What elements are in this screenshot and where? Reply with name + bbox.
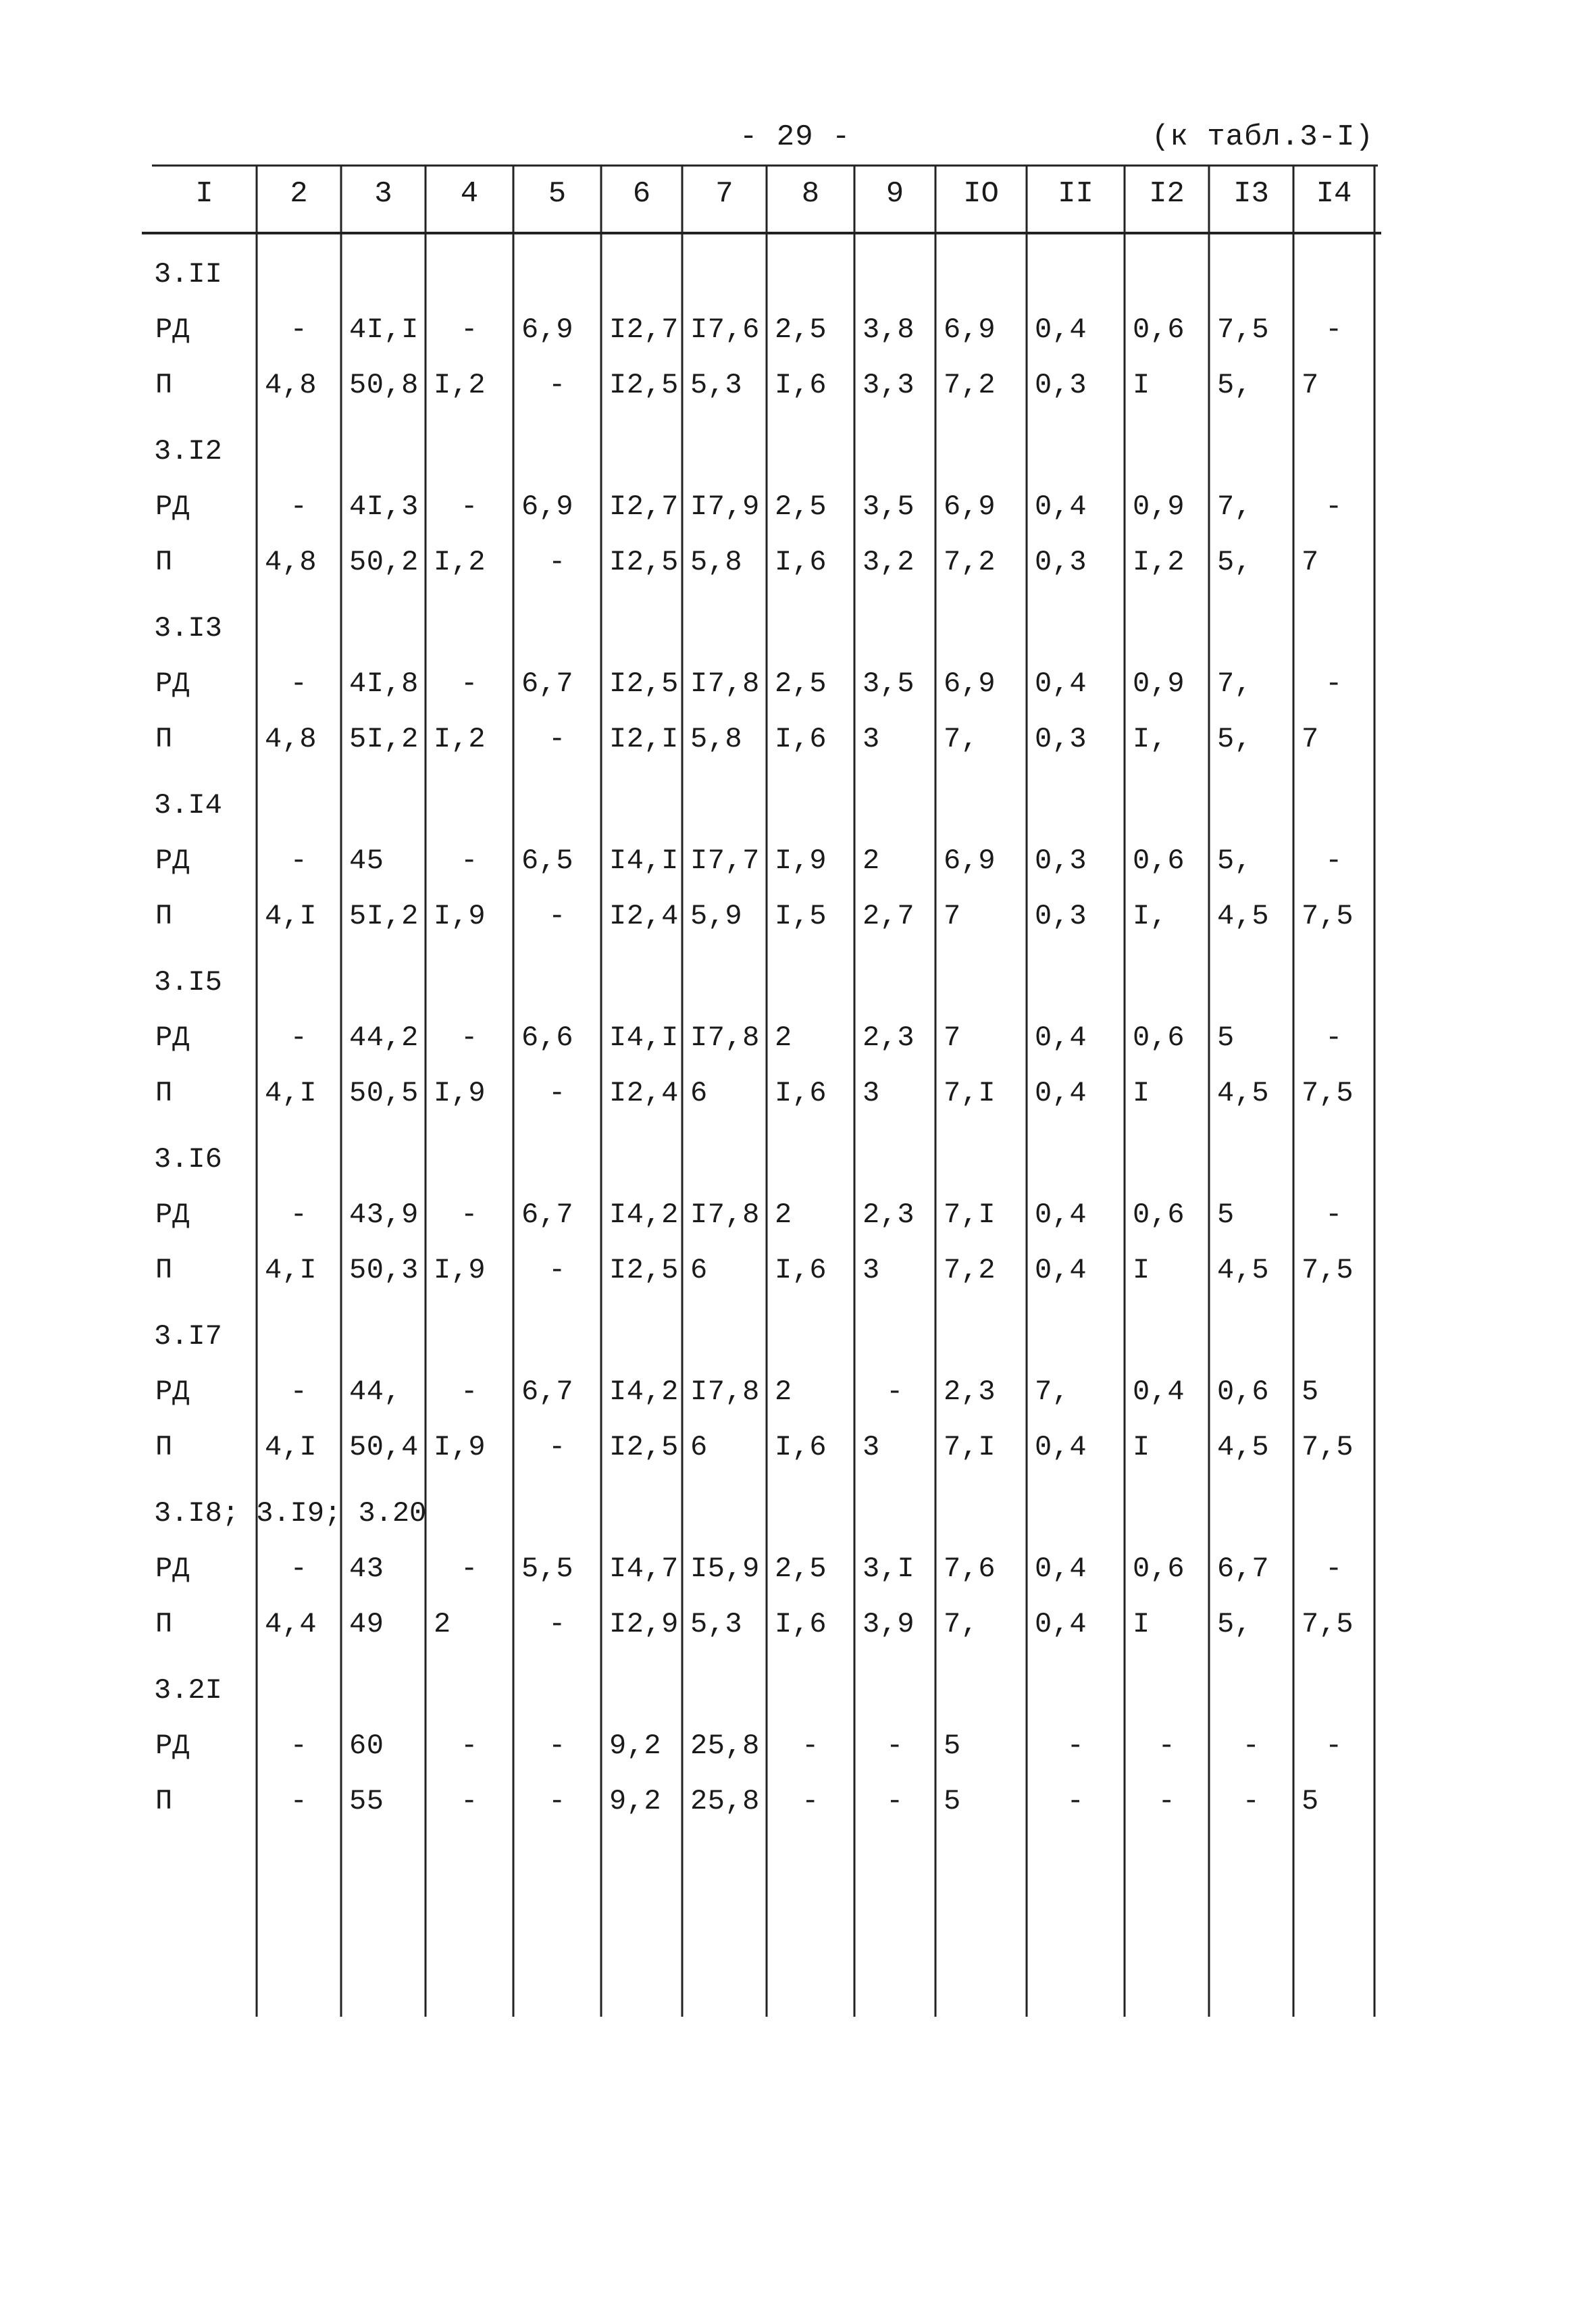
table-cell: -	[290, 491, 308, 523]
table-cell: I,9	[434, 1254, 486, 1286]
table-cell: -	[290, 1022, 308, 1054]
group-id: 3.I4	[154, 789, 222, 822]
table-cell: I2,5	[609, 668, 679, 700]
column-header: 2	[290, 177, 308, 211]
table-cell: 5	[944, 1785, 961, 1817]
table-cell: -	[461, 1022, 478, 1054]
table-cell: 2,7	[863, 900, 915, 932]
table-cell: -	[290, 1553, 308, 1585]
table-cell: I,6	[775, 1254, 827, 1286]
group-id: 3.I6	[154, 1143, 222, 1176]
column-header: I4	[1316, 177, 1352, 211]
table-cell: 0,4	[1035, 1077, 1087, 1109]
table-cell: I,6	[775, 1077, 827, 1109]
group-id: 3.II	[154, 258, 222, 291]
column-header: 5	[548, 177, 567, 211]
table-cell: -	[886, 1730, 904, 1762]
row-label: РД	[155, 1376, 190, 1408]
table-cell: 5	[1302, 1785, 1319, 1817]
table-cell: 0,3	[1035, 723, 1087, 755]
table-cell: I2,I	[609, 723, 679, 755]
table-cell: -	[548, 900, 566, 932]
column-header: 3	[374, 177, 392, 211]
table-cell: -	[1242, 1730, 1260, 1762]
table-cell: 6,6	[521, 1022, 574, 1054]
table-cell: 6,9	[521, 313, 574, 346]
table-cell: 6	[690, 1431, 708, 1463]
table-cell: -	[548, 546, 566, 578]
table-cell: -	[886, 1785, 904, 1817]
table-cell: 49	[349, 1608, 384, 1640]
table-cell: -	[548, 1254, 566, 1286]
table-cell: I2,4	[609, 900, 679, 932]
row-label: П	[155, 546, 173, 578]
table-cell: 0,3	[1035, 546, 1087, 578]
table-cell: 7,5	[1302, 1431, 1354, 1463]
table-cell: I,6	[775, 1608, 827, 1640]
table-reference: (к табл.3-I)	[1152, 120, 1374, 154]
table-cell: I,6	[775, 723, 827, 755]
row-label: РД	[155, 313, 190, 346]
column-header: 8	[801, 177, 820, 211]
table-cell: 44,2	[349, 1022, 419, 1054]
table-cell: 5,	[1217, 845, 1252, 877]
table-cell: 4,4	[265, 1608, 317, 1640]
table-cell: 0,3	[1035, 845, 1087, 877]
column-header: I3	[1233, 177, 1269, 211]
table-cell: 7,2	[944, 546, 996, 578]
table-cell: I4,2	[609, 1199, 679, 1231]
table-cell: 6,9	[944, 313, 996, 346]
table-cell: 7	[1302, 723, 1319, 755]
table-cell: 7,	[1217, 491, 1252, 523]
table-cell: 44,	[349, 1376, 402, 1408]
table-cell: -	[1158, 1730, 1176, 1762]
table-cell: 7	[944, 900, 961, 932]
table-cell: -	[1325, 313, 1343, 346]
table-cell: 6,9	[944, 845, 996, 877]
table-cell: 4,8	[265, 369, 317, 401]
table-cell: -	[1325, 1199, 1343, 1231]
table-cell: -	[548, 1608, 566, 1640]
table-cell: 50,3	[349, 1254, 419, 1286]
table-cell: 5,5	[521, 1553, 574, 1585]
column-header: 9	[885, 177, 904, 211]
table-cell: -	[290, 668, 308, 700]
table-cell: 4,5	[1217, 900, 1270, 932]
table-cell: 4,8	[265, 546, 317, 578]
table-cell: I4,I	[609, 1022, 679, 1054]
table-cell: 7,	[944, 723, 979, 755]
table-cell: -	[802, 1730, 819, 1762]
table-cell: 4,I	[265, 1254, 317, 1286]
table-cell: I7,8	[690, 1199, 760, 1231]
table-cell: I4,2	[609, 1376, 679, 1408]
table-cell: -	[1325, 1730, 1343, 1762]
table-cell: 0,6	[1133, 1553, 1185, 1585]
table-cell: 5,	[1217, 546, 1252, 578]
table-cell: -	[1325, 1553, 1343, 1585]
table-cell: 0,4	[1035, 668, 1087, 700]
table-cell: -	[290, 845, 308, 877]
row-label: П	[155, 1431, 173, 1463]
group-id: 3.I3	[154, 612, 222, 645]
table-cell: I,9	[434, 900, 486, 932]
table-cell: 2	[775, 1376, 792, 1408]
table-cell: I,	[1133, 723, 1168, 755]
table-cell: -	[290, 1785, 308, 1817]
table-cell: I	[1133, 1608, 1150, 1640]
column-header: 4	[460, 177, 479, 211]
table-cell: 7,5	[1302, 1077, 1354, 1109]
column-header: I2	[1149, 177, 1185, 211]
table-cell: -	[886, 1376, 904, 1408]
table-cell: 0,4	[1035, 491, 1087, 523]
table-cell: 5,3	[690, 369, 743, 401]
row-label: РД	[155, 491, 190, 523]
table-cell: I,9	[434, 1431, 486, 1463]
table-cell: I,6	[775, 546, 827, 578]
table-cell: 3,I	[863, 1553, 915, 1585]
table-cell: 9,2	[609, 1785, 662, 1817]
table-cell: 3,9	[863, 1608, 915, 1640]
table-cell: 6,7	[1217, 1553, 1270, 1585]
table-cell: 7,	[944, 1608, 979, 1640]
table-cell: 0,4	[1035, 313, 1087, 346]
table-cell: I7,6	[690, 313, 760, 346]
page-number: - 29 -	[740, 120, 851, 154]
table-cell: 7,	[1035, 1376, 1070, 1408]
table-cell: I2,5	[609, 1431, 679, 1463]
table-cell: 7,5	[1302, 1254, 1354, 1286]
table-cell: 3	[863, 723, 880, 755]
table-cell: 7,I	[944, 1199, 996, 1231]
table-cell: 2,5	[775, 1553, 827, 1585]
table-cell: -	[461, 491, 478, 523]
table-cell: 6,7	[521, 668, 574, 700]
table-cell: 4I,3	[349, 491, 419, 523]
table-cell: -	[461, 845, 478, 877]
table-cell: -	[1325, 668, 1343, 700]
table-cell: -	[461, 1785, 478, 1817]
row-label: П	[155, 1608, 173, 1640]
table-cell: -	[1325, 1022, 1343, 1054]
table-cell: -	[1066, 1785, 1085, 1817]
table-cell: 0,9	[1133, 668, 1185, 700]
table-cell: I2,4	[609, 1077, 679, 1109]
table-cell: I,9	[434, 1077, 486, 1109]
table-cell: 2,3	[863, 1022, 915, 1054]
table-cell: 6,7	[521, 1199, 574, 1231]
table-cell: I	[1133, 369, 1150, 401]
table-cell: 5,3	[690, 1608, 743, 1640]
table-cell: 3	[863, 1254, 880, 1286]
table-cell: 5	[1217, 1199, 1235, 1231]
table-cell: I	[1133, 1077, 1150, 1109]
table-cell: I7,9	[690, 491, 760, 523]
table-cell: -	[548, 1431, 566, 1463]
table-cell: 0,4	[1035, 1022, 1087, 1054]
table-cell: 7	[1302, 369, 1319, 401]
table-cell: I7,8	[690, 1376, 760, 1408]
table-cell: 4,I	[265, 900, 317, 932]
table-cell: 3,5	[863, 668, 915, 700]
table-cell: I,5	[775, 900, 827, 932]
table-cell: 2,3	[944, 1376, 996, 1408]
table-cell: -	[1325, 845, 1343, 877]
row-label: П	[155, 1254, 173, 1286]
table-cell: 4,I	[265, 1431, 317, 1463]
table-cell: I4,I	[609, 845, 679, 877]
row-label: П	[155, 1785, 173, 1817]
row-label: П	[155, 900, 173, 932]
table-cell: I7,8	[690, 1022, 760, 1054]
table-cell: 6,9	[944, 491, 996, 523]
table-cell: 2	[775, 1022, 792, 1054]
column-header: 7	[715, 177, 733, 211]
table-cell: 45	[349, 845, 384, 877]
table-cell: 50,8	[349, 369, 419, 401]
table-cell: 7,2	[944, 1254, 996, 1286]
table-cell: 4I,8	[349, 668, 419, 700]
table-cell: 25,8	[690, 1785, 760, 1817]
table-cell: I	[1133, 1254, 1150, 1286]
row-label: П	[155, 723, 173, 755]
column-header: 6	[632, 177, 651, 211]
table-cell: I2,7	[609, 491, 679, 523]
table-cell: -	[802, 1785, 819, 1817]
table-cell: 2	[863, 845, 880, 877]
column-header: IO	[963, 177, 999, 211]
table-cell: -	[290, 1730, 308, 1762]
table-cell: 7	[1302, 546, 1319, 578]
table-cell: 4,8	[265, 723, 317, 755]
table-cell: -	[1325, 491, 1343, 523]
table-cell: 5I,2	[349, 900, 419, 932]
group-id: 3.2I	[154, 1674, 222, 1707]
table-cell: 43,9	[349, 1199, 419, 1231]
row-label: РД	[155, 668, 190, 700]
table-cell: 2,5	[775, 491, 827, 523]
table-cell: 50,4	[349, 1431, 419, 1463]
table-cell: I,2	[434, 723, 486, 755]
row-label: П	[155, 369, 173, 401]
table-cell: 5,	[1217, 369, 1252, 401]
table-cell: 3,5	[863, 491, 915, 523]
table-cell: 5	[1302, 1376, 1319, 1408]
table-cell: 50,5	[349, 1077, 419, 1109]
table-cell: 6	[690, 1077, 708, 1109]
table-cell: 5,8	[690, 723, 743, 755]
table-cell: -	[290, 313, 308, 346]
table-cell: 3	[863, 1077, 880, 1109]
table-cell: -	[461, 668, 478, 700]
table-cell: -	[461, 1376, 478, 1408]
table-cell: I,	[1133, 900, 1168, 932]
table-cell: 0,6	[1133, 845, 1185, 877]
table-cell: -	[461, 1199, 478, 1231]
table-cell: 0,6	[1217, 1376, 1270, 1408]
table-cell: -	[290, 1376, 308, 1408]
table-cell: -	[1242, 1785, 1260, 1817]
table-cell: -	[461, 1730, 478, 1762]
group-id: 3.I7	[154, 1320, 222, 1353]
table-cell: 0,6	[1133, 1022, 1185, 1054]
table-cell: 7,I	[944, 1077, 996, 1109]
table-cell: 5,	[1217, 1608, 1252, 1640]
table-cell: 3,2	[863, 546, 915, 578]
table-cell: 5,	[1217, 723, 1252, 755]
table-cell: 7,I	[944, 1431, 996, 1463]
table-cell: 0,3	[1035, 900, 1087, 932]
table-cell: 0,6	[1133, 1199, 1185, 1231]
table-cell: I2,7	[609, 313, 679, 346]
table-cell: 7,	[1217, 668, 1252, 700]
table-cell: -	[461, 1553, 478, 1585]
table-cell: I	[1133, 1431, 1150, 1463]
table-cell: 7	[944, 1022, 961, 1054]
table-cell: 5I,2	[349, 723, 419, 755]
table-cell: 43	[349, 1553, 384, 1585]
table-cell: I5,9	[690, 1553, 760, 1585]
table-cell: I4,7	[609, 1553, 679, 1585]
table-cell: 6,9	[521, 491, 574, 523]
column-header: I	[195, 177, 213, 211]
table-cell: 7,5	[1217, 313, 1270, 346]
table-cell: 2	[775, 1199, 792, 1231]
table-cell: I2,9	[609, 1608, 679, 1640]
table-cell: -	[548, 723, 566, 755]
group-id: 3.I8; 3.I9; 3.20	[154, 1497, 427, 1530]
table-cell: 2,5	[775, 313, 827, 346]
table-cell: 7,6	[944, 1553, 996, 1585]
column-header: II	[1058, 177, 1093, 211]
table-cell: 7,5	[1302, 1608, 1354, 1640]
table-cell: I2,5	[609, 1254, 679, 1286]
row-label: П	[155, 1077, 173, 1109]
table-cell: 0,4	[1035, 1608, 1087, 1640]
table-cell: I2,5	[609, 369, 679, 401]
table-cell: 2	[434, 1608, 451, 1640]
table-cell: 5	[944, 1730, 961, 1762]
table-cell: 0,4	[1035, 1199, 1087, 1231]
table-cell: -	[461, 313, 478, 346]
table-cell: I7,8	[690, 668, 760, 700]
table-cell: 0,3	[1035, 369, 1087, 401]
table-cell: 50,2	[349, 546, 419, 578]
table-cell: 9,2	[609, 1730, 662, 1762]
table-cell: -	[548, 1077, 566, 1109]
table-cell: 3	[863, 1431, 880, 1463]
table-cell: 0,4	[1035, 1553, 1087, 1585]
table-cell: 3,3	[863, 369, 915, 401]
table-cell: -	[1158, 1785, 1176, 1817]
group-id: 3.I5	[154, 966, 222, 999]
table-cell: 60	[349, 1730, 384, 1762]
table-cell: I2,5	[609, 546, 679, 578]
row-label: РД	[155, 1199, 190, 1231]
table-cell: 4I,I	[349, 313, 419, 346]
table-cell: 0,4	[1133, 1376, 1185, 1408]
table-cell: 5,8	[690, 546, 743, 578]
table-cell: -	[548, 369, 566, 401]
row-label: РД	[155, 1022, 190, 1054]
table-cell: 0,6	[1133, 313, 1185, 346]
table-cell: 6,7	[521, 1376, 574, 1408]
table-cell: 0,9	[1133, 491, 1185, 523]
table-cell: I,9	[775, 845, 827, 877]
table-cell: -	[548, 1730, 566, 1762]
table-cell: 5	[1217, 1022, 1235, 1054]
table-cell: I,2	[434, 369, 486, 401]
table-cell: 7,2	[944, 369, 996, 401]
table-cell: 6	[690, 1254, 708, 1286]
row-label: РД	[155, 1553, 190, 1585]
table-cell: 25,8	[690, 1730, 760, 1762]
table-cell: 4,5	[1217, 1077, 1270, 1109]
table-cell: I7,7	[690, 845, 760, 877]
table-cell: 4,5	[1217, 1254, 1270, 1286]
table-cell: 6,5	[521, 845, 574, 877]
table-cell: 0,4	[1035, 1254, 1087, 1286]
table-cell: -	[1066, 1730, 1085, 1762]
table-cell: 55	[349, 1785, 384, 1817]
table-cell: 4,I	[265, 1077, 317, 1109]
row-label: РД	[155, 845, 190, 877]
group-id: 3.I2	[154, 435, 222, 468]
table-cell: -	[290, 1199, 308, 1231]
table-cell: 0,4	[1035, 1431, 1087, 1463]
table-cell: I,2	[434, 546, 486, 578]
table-cell: 4,5	[1217, 1431, 1270, 1463]
row-label: РД	[155, 1730, 190, 1762]
table-cell: -	[548, 1785, 566, 1817]
table-cell: 2,3	[863, 1199, 915, 1231]
table-cell: 3,8	[863, 313, 915, 346]
table-cell: I,6	[775, 1431, 827, 1463]
table-cell: I,2	[1133, 546, 1185, 578]
table-cell: I,6	[775, 369, 827, 401]
table-cell: 7,5	[1302, 900, 1354, 932]
table-cell: 5,9	[690, 900, 743, 932]
table-cell: 2,5	[775, 668, 827, 700]
table-cell: 6,9	[944, 668, 996, 700]
